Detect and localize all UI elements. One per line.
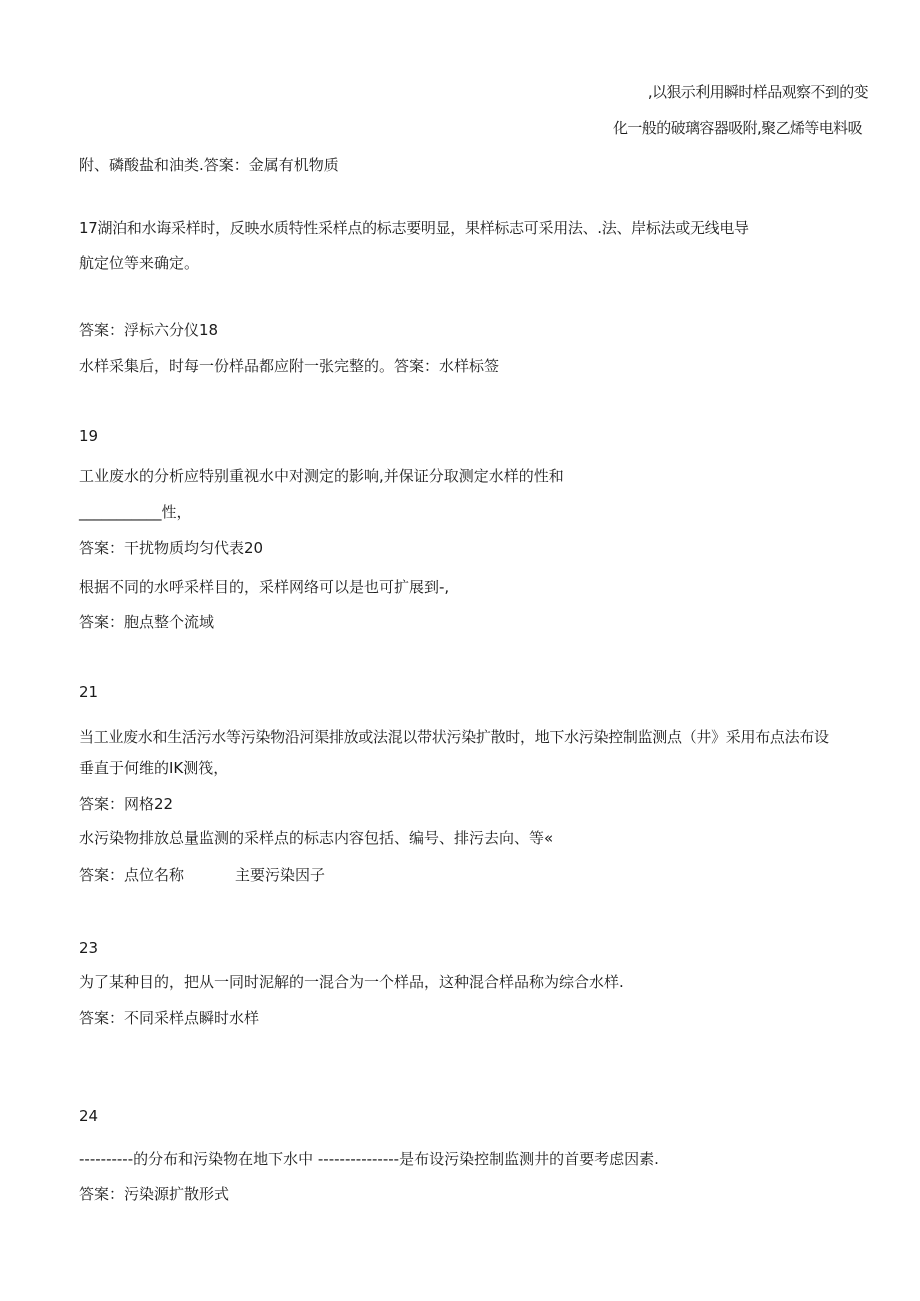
question-21: 当工业废水和生活污水等污染物沿河渠排放或法混以带状污染扩散时，地下水污染控制监测点（井》采用布点法布设 [79, 728, 829, 746]
question-18: 水样采集后，时每一份样品都应附一张完整的。答案：水样标签 [79, 357, 500, 375]
question-24: ----------的分布和污染物在地下水中 ---------------是布设污染控制监测井的首要考虑因素. [79, 1150, 659, 1168]
answer-line: 答案：浮标六分仪18 [79, 321, 219, 339]
text-line: ,以狠示利用瞬时样品观察不到的变 [647, 83, 868, 101]
text-line: 附、磷酸盐和油类.答案：金属有机物质 [79, 156, 339, 174]
answer-part: 答案：点位名称 [79, 866, 185, 884]
text-line: 垂直于何维的IK测筏， [79, 759, 229, 777]
answer-part: 主要污染因子 [235, 866, 326, 884]
answer-line: 答案：胞点整个流域 [79, 613, 215, 631]
question-22: 水污染物排放总量监测的采样点的标志内容包括、编号、排污去向、等« [79, 829, 554, 847]
answer-line: 答案：网格22 [79, 795, 174, 813]
question-23: 为了某种目的，把从一同时泥解的一混合为一个样品，这种混合样品称为综合水样. [79, 973, 624, 991]
text-line: 化一般的破璃容器吸附,聚乙烯等电料吸 [613, 119, 862, 137]
question-number: 21 [79, 683, 99, 701]
question-20: 根据不同的水呼采样目的，采样网络可以是也可扩展到-, [79, 578, 450, 596]
question-number: 23 [79, 939, 99, 957]
question-number: 24 [79, 1107, 99, 1125]
answer-line [79, 865, 325, 885]
answer-line: 答案：干扰物质均匀代表20 [79, 539, 264, 557]
answer-line: 答案：污染源扩散形式 [79, 1185, 230, 1203]
question-19: 工业废水的分析应特别重视水中对测定的影响,并保证分取测定水样的性和 [79, 467, 564, 485]
text-line: 航定位等来确定。 [79, 254, 200, 272]
question-17: 17湖泊和水诲采样时，反映水质特性采样点的标志要明显，果样标志可采用法、.法、岸标法或无线电导 [79, 219, 749, 237]
answer-line: 答案：不同采样点瞬时水样 [79, 1009, 260, 1027]
question-number: 19 [79, 427, 99, 445]
text-line: ___________性， [79, 503, 192, 521]
